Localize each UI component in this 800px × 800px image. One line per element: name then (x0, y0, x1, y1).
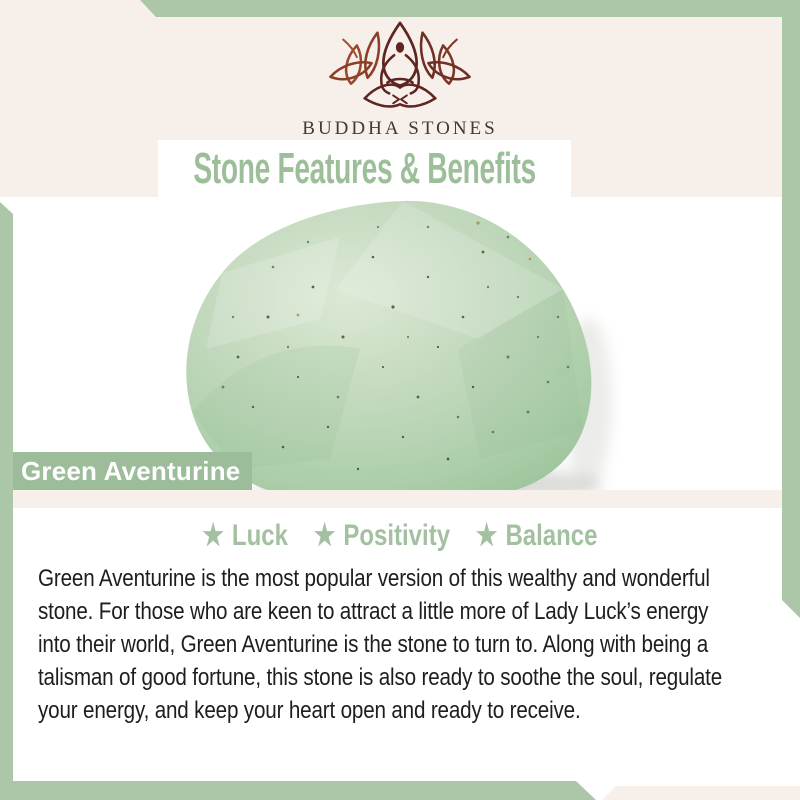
benefit-label: Balance (505, 519, 598, 552)
stone-photo-area (0, 197, 800, 490)
frame-bar-right (782, 0, 800, 618)
stone-name: Green Aventurine (21, 455, 241, 486)
description-line: talisman of good fortune, this stone is also ready to soothe the soul, regulate (38, 664, 723, 691)
frame-bar-top (140, 0, 800, 17)
brand-name: BUDDHA STONES (302, 118, 498, 139)
benefit-label: Positivity (343, 519, 451, 552)
lotus-meditation-icon (320, 18, 480, 116)
benefit-luck (202, 515, 288, 557)
divider (0, 490, 800, 508)
stone-name-banner (0, 452, 252, 490)
description-line: your energy, and keep your heart open and ready to receive. (38, 697, 581, 724)
star-icon: ★ (313, 519, 336, 552)
section-title: Stone Features & Benefits (193, 143, 536, 193)
frame-bar-bottom-cream (602, 786, 800, 800)
description-paragraph (38, 562, 800, 727)
frame-bar-bottom (0, 781, 596, 800)
benefit-balance (476, 515, 598, 557)
stone-photo (178, 197, 623, 490)
description-line: Green Aventurine is the most popular version of this wealthy and wonderful (38, 565, 710, 592)
description-section (0, 508, 800, 800)
benefit-label: Luck (231, 519, 288, 552)
benefits-list (202, 515, 597, 557)
benefit-positivity (314, 515, 450, 557)
benefits-row (0, 515, 800, 557)
frame-bar-left (0, 202, 13, 800)
description-line: stone. For those who are keen to attract a little more of Lady Luck’s energy (38, 598, 709, 625)
star-icon: ★ (202, 519, 224, 552)
section-title-band (158, 140, 571, 197)
description-line: into their world, Green Aventurine is the stone to turn to. Along with being a (38, 631, 709, 658)
star-icon: ★ (475, 519, 498, 552)
